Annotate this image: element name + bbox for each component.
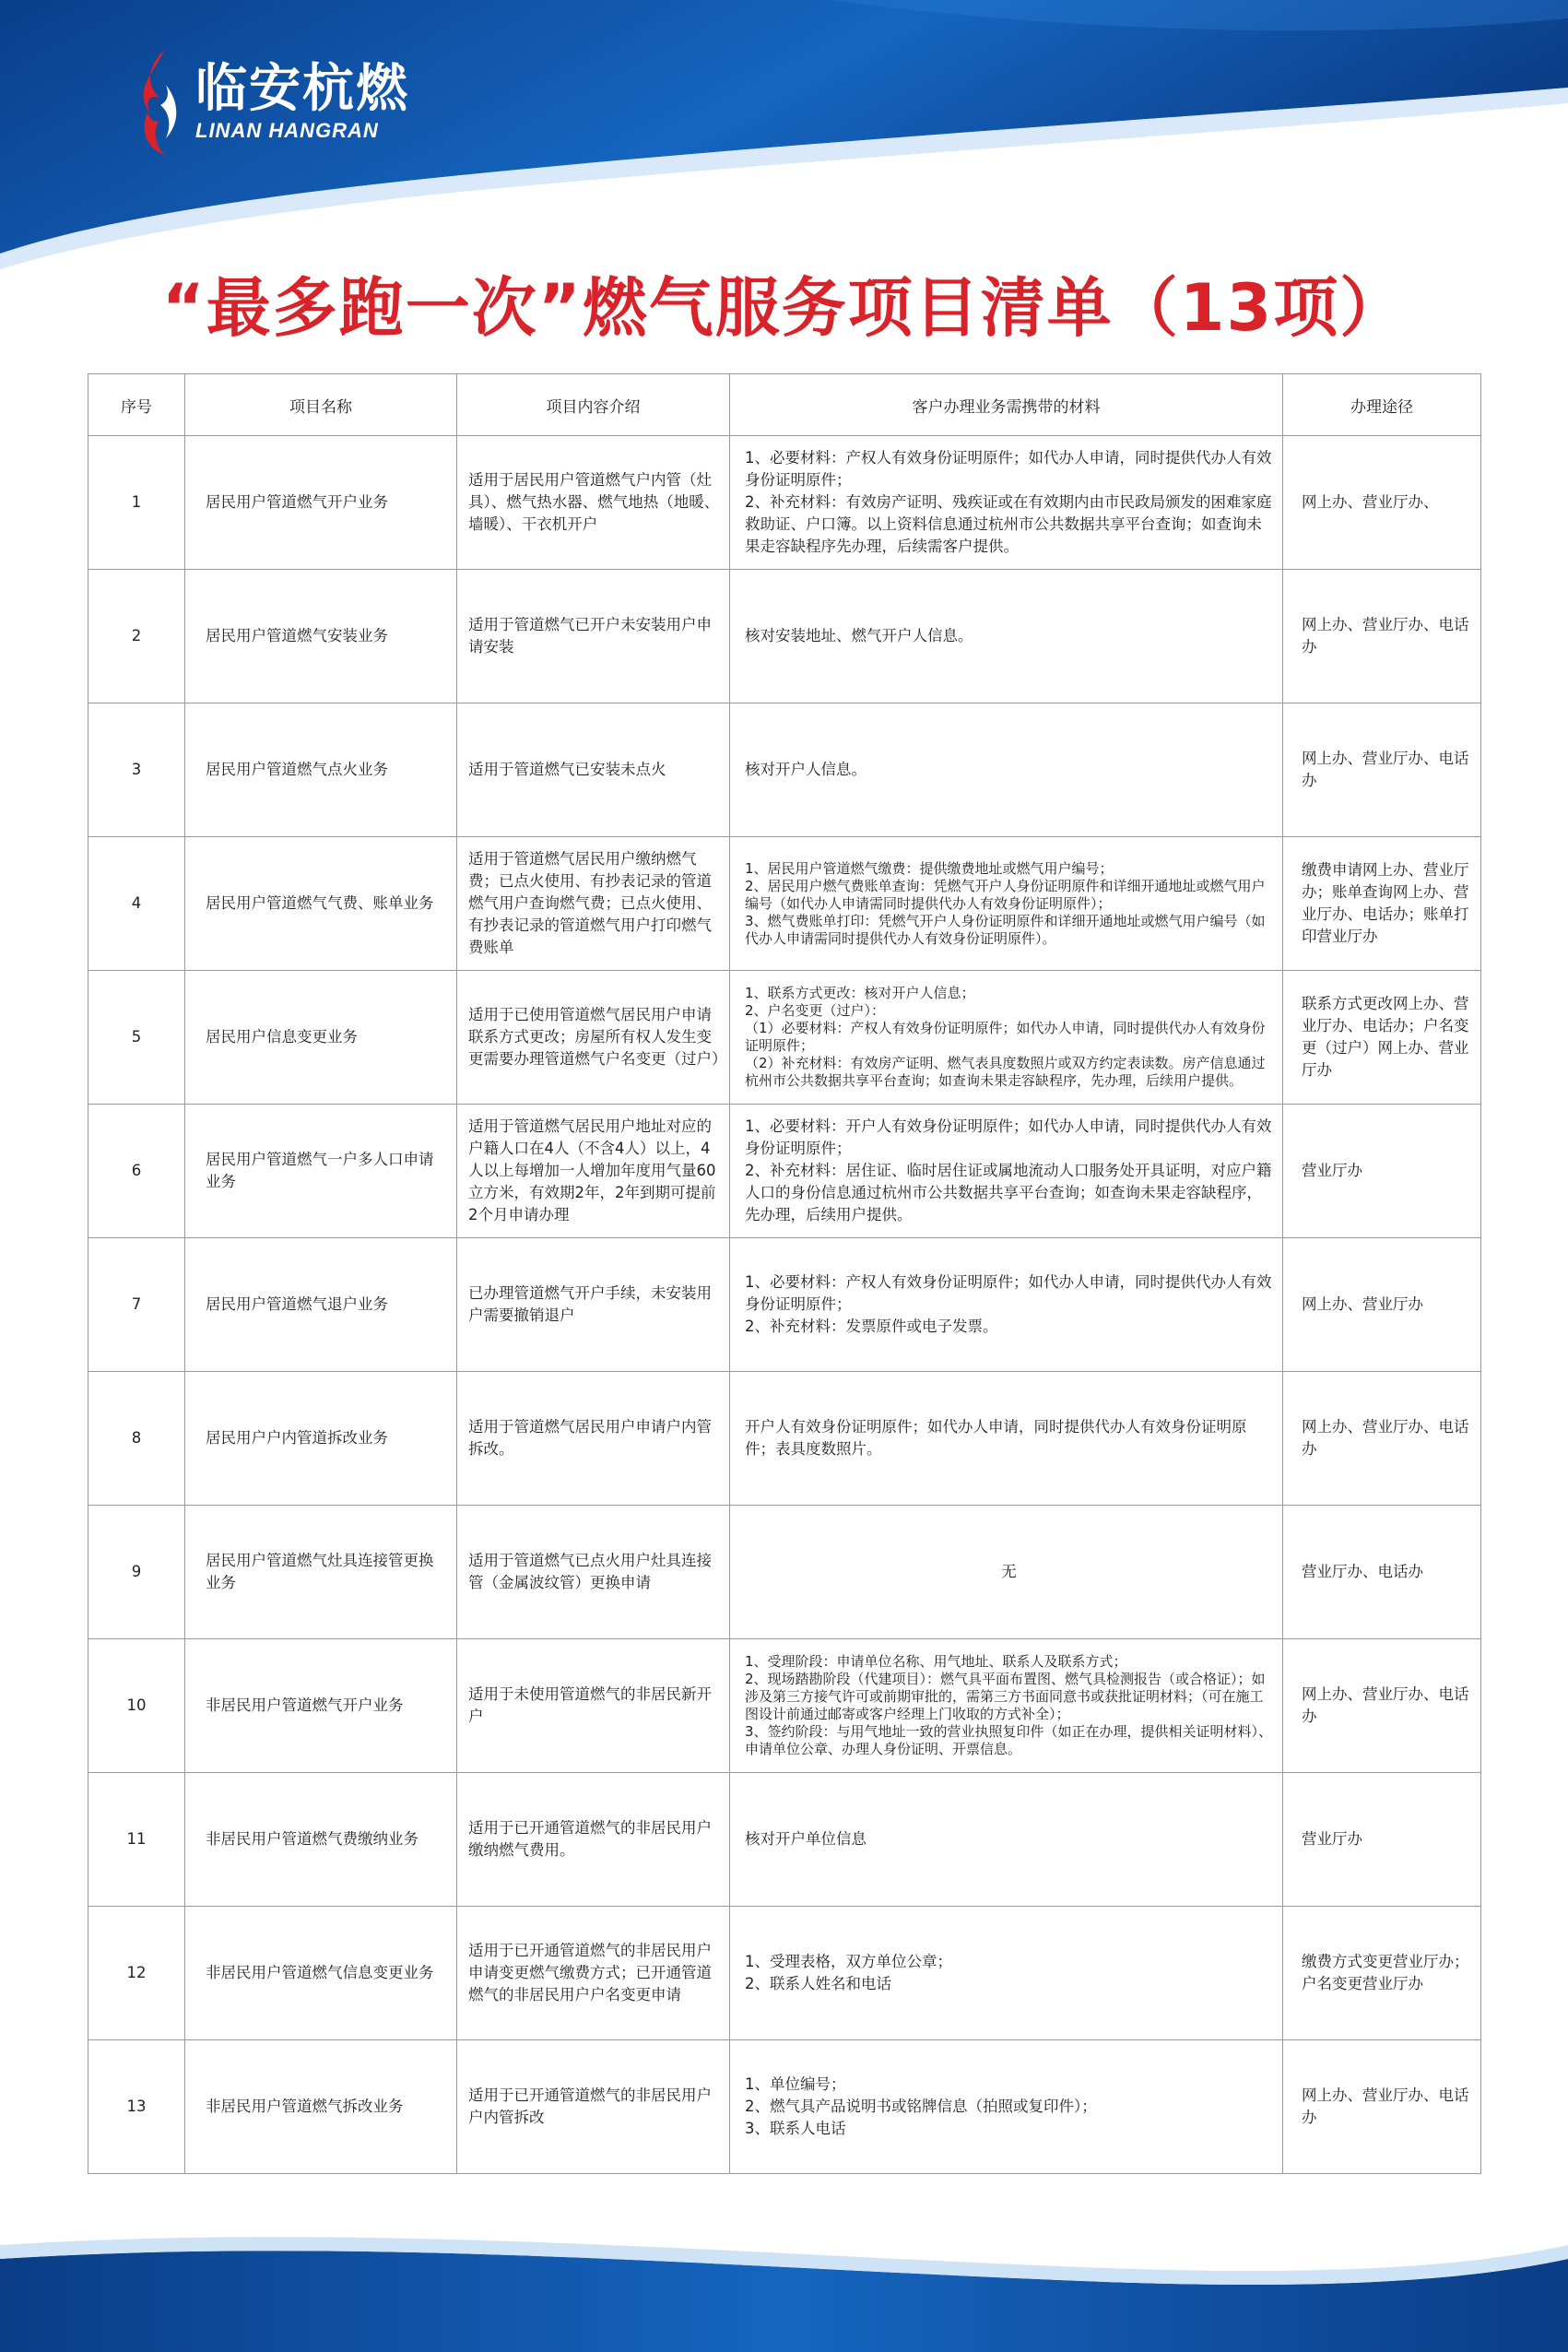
- material-line: 2、补充材料：发票原件或电子发票。: [745, 1318, 998, 1335]
- material-line: 核对开户人信息。: [745, 761, 867, 778]
- material-line: 1、必要材料：产权人有效身份证明原件；如代办人申请，同时提供代办人有效身份证明原件；: [745, 449, 1272, 489]
- row-materials: [730, 1639, 1283, 1773]
- material-line: 2、补充材料：居住证、临时居住证或属地流动人口服务处开具证明，对应户籍人口的身份信息通过杭州市公共数据共享平台查询；如查询未果走容缺程序，先办理，后续用户提供。: [745, 1162, 1272, 1223]
- row-name: 居民用户管道燃气安装业务: [185, 570, 457, 703]
- brand-name-en: LINAN HANGRAN: [195, 119, 379, 142]
- table-row: [88, 1773, 1481, 1907]
- row-way: 缴费方式变更营业厅办；户名变更营业厅办: [1283, 1907, 1481, 2040]
- header-number: 序号: [88, 374, 185, 436]
- table-row: [88, 1506, 1481, 1639]
- row-name: 居民用户管道燃气点火业务: [185, 703, 457, 837]
- material-line: 2、联系人姓名和电话: [745, 1975, 891, 1992]
- row-content: 适用于已使用管道燃气居民用户申请联系方式更改；房屋所有权人发生变更需要办理管道燃气户名变更（过户）: [457, 971, 730, 1105]
- flame-logo-icon: [138, 48, 186, 157]
- row-materials: [730, 1773, 1283, 1907]
- row-content: 适用于已开通管道燃气的非居民用户申请变更燃气缴费方式；已开通管道燃气的非居民用户户名变更申请: [457, 1907, 730, 2040]
- header-name: 项目名称: [185, 374, 457, 436]
- material-line: 无: [1001, 1563, 1017, 1580]
- material-line: 1、单位编号；: [745, 2075, 846, 2093]
- row-way: 联系方式更改网上办、营业厅办、电话办；户名变更（过户）网上办、营业厅办: [1283, 971, 1481, 1105]
- row-number: 11: [88, 1773, 185, 1907]
- row-materials: [730, 703, 1283, 837]
- row-way: 网上办、营业厅办: [1283, 1238, 1481, 1372]
- row-content: 适用于未使用管道燃气的非居民新开户: [457, 1639, 730, 1773]
- material-line: （2）补充材料：有效房产证明、燃气表具度数照片或双方约定表读数。房产信息通过杭州市公共数据共享平台查询；如查询未果走容缺程序，先办理，后续用户提供。: [745, 1055, 1266, 1089]
- row-name: 非居民用户管道燃气信息变更业务: [185, 1907, 457, 2040]
- material-line: 1、受理表格，双方单位公章；: [745, 1953, 952, 1970]
- material-line: 核对开户单位信息: [745, 1830, 867, 1848]
- table-row: [88, 1372, 1481, 1506]
- material-line: 核对安装地址、燃气开户人信息。: [745, 627, 973, 644]
- material-line: 3、联系人电话: [745, 2120, 846, 2137]
- row-number: 3: [88, 703, 185, 837]
- material-line: 1、居民用户管道燃气缴费：提供缴费地址或燃气用户编号；: [745, 859, 1114, 877]
- material-line: 2、补充材料：有效房产证明、残疾证或在有效期内由市民政局颁发的困难家庭救助证、户口簿。以上资料信息通过杭州市公共数据共享平台查询；如查询未果走容缺程序先办理，后续需客户提供。: [745, 493, 1272, 555]
- header-way: 办理途径: [1283, 374, 1481, 436]
- row-materials: [730, 1238, 1283, 1372]
- material-line: 2、现场踏勘阶段（代建项目）：燃气具平面布置图、燃气具检测报告（或合格证）；如涉及第三方接气许可或前期审批的，需第三方书面同意书或获批证明材料；（可在施工图设计前通过邮寄或客户经理上门收取的方式补全）；: [745, 1671, 1266, 1722]
- row-content: 适用于居民用户管道燃气户内管（灶具）、燃气热水器、燃气地热（地暖、墙暖）、干衣机开户: [457, 436, 730, 570]
- row-name: 居民用户管道燃气灶具连接管更换业务: [185, 1506, 457, 1639]
- row-number: 13: [88, 2040, 185, 2174]
- row-content: 适用于管道燃气已点火用户灶具连接管（金属波纹管）更换申请: [457, 1506, 730, 1639]
- row-materials: [730, 1506, 1283, 1639]
- row-number: 12: [88, 1907, 185, 2040]
- table-row: [88, 837, 1481, 971]
- row-name: 居民用户管道燃气开户业务: [185, 436, 457, 570]
- row-name: 非居民用户管道燃气拆改业务: [185, 2040, 457, 2174]
- row-way: 缴费申请网上办、营业厅办；账单查询网上办、营业厅办、电话办；账单打印营业厅办: [1283, 837, 1481, 971]
- row-way: 网上办、营业厅办、电话办: [1283, 2040, 1481, 2174]
- row-number: 9: [88, 1506, 185, 1639]
- page-title: “最多跑一次”燃气服务项目清单（13项）: [161, 270, 1407, 346]
- material-line: 3、燃气费账单打印：凭燃气开户人身份证明原件和详细开通地址或燃气用户编号（如代办人申请需同时提供代办人有效身份证明原件）。: [745, 912, 1266, 947]
- material-line: 1、必要材料：开户人有效身份证明原件；如代办人申请，同时提供代办人有效身份证明原件；: [745, 1117, 1272, 1157]
- row-number: 8: [88, 1372, 185, 1506]
- material-line: 2、燃气具产品说明书或铭牌信息（拍照或复印件）；: [745, 2098, 1097, 2115]
- row-content: 适用于已开通管道燃气的非居民用户户内管拆改: [457, 2040, 730, 2174]
- material-line: 1、受理阶段：申请单位名称、用气地址、联系人及联系方式；: [745, 1653, 1127, 1670]
- table-row: [88, 1238, 1481, 1372]
- brand-logo: [138, 48, 409, 157]
- table-row: [88, 1907, 1481, 2040]
- material-line: （1）必要材料：产权人有效身份证明原件；如代办人申请，同时提供代办人有效身份证明原件；: [745, 1020, 1266, 1054]
- material-line: 1、联系方式更改：核对开户人信息；: [745, 985, 975, 1001]
- row-materials: [730, 570, 1283, 703]
- row-number: 4: [88, 837, 185, 971]
- table-row: [88, 1639, 1481, 1773]
- row-name: 居民用户管道燃气退户业务: [185, 1238, 457, 1372]
- row-materials: [730, 2040, 1283, 2174]
- row-name: 居民用户信息变更业务: [185, 971, 457, 1105]
- row-materials: [730, 971, 1283, 1105]
- row-content: 适用于管道燃气已开户未安装用户申请安装: [457, 570, 730, 703]
- row-content: 适用于管道燃气居民用户申请户内管拆改。: [457, 1372, 730, 1506]
- row-way: 营业厅办、电话办: [1283, 1506, 1481, 1639]
- bottom-banner: [0, 2194, 1568, 2352]
- row-way: 营业厅办: [1283, 1105, 1481, 1238]
- row-name: 居民用户户内管道拆改业务: [185, 1372, 457, 1506]
- row-number: 6: [88, 1105, 185, 1238]
- row-materials: [730, 1907, 1283, 2040]
- row-number: 2: [88, 570, 185, 703]
- row-number: 7: [88, 1238, 185, 1372]
- material-line: 2、户名变更（过户）：: [745, 1002, 886, 1019]
- table-row: [88, 971, 1481, 1105]
- row-number: 1: [88, 436, 185, 570]
- row-name: 居民用户管道燃气一户多人口申请业务: [185, 1105, 457, 1238]
- service-table: [88, 373, 1481, 2174]
- row-content: 适用于已开通管道燃气的非居民用户缴纳燃气费用。: [457, 1773, 730, 1907]
- row-content: 适用于管道燃气居民用户地址对应的户籍人口在4人（不含4人）以上，4人以上每增加一人增加年度用气量60立方米，有效期2年，2年到期可提前2个月申请办理: [457, 1105, 730, 1238]
- material-line: 1、必要材料：产权人有效身份证明原件；如代办人申请，同时提供代办人有效身份证明原件；: [745, 1273, 1272, 1313]
- row-way: 营业厅办: [1283, 1773, 1481, 1907]
- table-row: [88, 436, 1481, 570]
- header-content: 项目内容介绍: [457, 374, 730, 436]
- table-row: [88, 1105, 1481, 1238]
- row-way: 网上办、营业厅办、电话办: [1283, 703, 1481, 837]
- row-materials: [730, 436, 1283, 570]
- row-way: 网上办、营业厅办、: [1283, 436, 1481, 570]
- row-way: 网上办、营业厅办、电话办: [1283, 1639, 1481, 1773]
- header-materials: 客户办理业务需携带的材料: [730, 374, 1283, 436]
- row-name: 非居民用户管道燃气费缴纳业务: [185, 1773, 457, 1907]
- row-name: 居民用户管道燃气气费、账单业务: [185, 837, 457, 971]
- material-line: 3、签约阶段：与用气地址一致的营业执照复印件（如正在办理，提供相关证明材料）、申请单位公章、办理人身份证明、开票信息。: [745, 1723, 1273, 1757]
- row-materials: [730, 837, 1283, 971]
- row-materials: [730, 1105, 1283, 1238]
- row-materials: [730, 1372, 1283, 1506]
- row-way: 网上办、营业厅办、电话办: [1283, 570, 1481, 703]
- row-way: 网上办、营业厅办、电话办: [1283, 1372, 1481, 1506]
- table-header-row: [88, 374, 1481, 436]
- row-number: 5: [88, 971, 185, 1105]
- row-name: 非居民用户管道燃气开户业务: [185, 1639, 457, 1773]
- table-row: [88, 570, 1481, 703]
- row-content: 已办理管道燃气开户手续，未安装用户需要撤销退户: [457, 1238, 730, 1372]
- table-row: [88, 703, 1481, 837]
- material-line: 2、居民用户燃气费账单查询：凭燃气开户人身份证明原件和详细开通地址或燃气用户编号（如代办人申请需同时提供代办人有效身份证明原件）；: [745, 877, 1266, 912]
- brand-name-cn: 临安杭燃: [195, 59, 409, 119]
- row-content: 适用于管道燃气居民用户缴纳燃气费；已点火使用、有抄表记录的管道燃气用户查询燃气费；已点火使用、有抄表记录的管道燃气用户打印燃气费账单: [457, 837, 730, 971]
- row-content: 适用于管道燃气已安装未点火: [457, 703, 730, 837]
- row-number: 10: [88, 1639, 185, 1773]
- table-row: [88, 2040, 1481, 2174]
- material-line: 开户人有效身份证明原件；如代办人申请，同时提供代办人有效身份证明原件；表具度数照片。: [745, 1418, 1247, 1458]
